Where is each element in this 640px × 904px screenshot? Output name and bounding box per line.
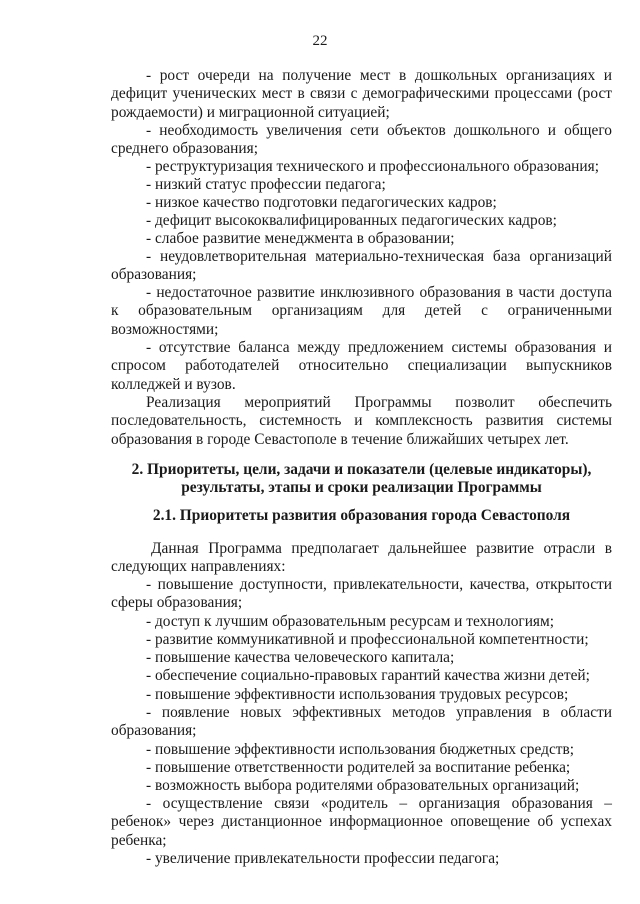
list-item: - необходимость увеличения сети объектов дошкольного и общего среднего образования; — [111, 122, 612, 158]
list-item: - повышение ответственности родителей за воспитание ребенка; — [146, 759, 571, 776]
list-item: - повышение эффективности использования трудовых ресурсов; — [146, 686, 569, 703]
list-item: - низкое качество подготовки педагогических кадров; — [146, 194, 497, 211]
list-item: - слабое развитие менеджмента в образовании; — [146, 230, 455, 247]
list-item: - обеспечение социально-правовых гарантий качества жизни детей; — [146, 667, 590, 684]
subsection-heading: 2.1. Приоритеты развития образования города Севастополя — [152, 507, 571, 524]
list-item: - дефицит высококвалифицированных педагогических кадров; — [146, 212, 557, 229]
list-item: - повышение качества человеческого капитала; — [146, 649, 455, 666]
list-item: - развитие коммуникативной и профессиональной компетентности; — [146, 631, 589, 648]
list-item: - отсутствие баланса между предложением системы образования и спросом работодателей относительно специализации выпускников колледжей и вузов. — [111, 339, 612, 393]
list-item: - неудовлетворительная материально-техническая база организаций образования; — [111, 248, 612, 284]
conclusion-paragraph: Реализация мероприятий Программы позволит обеспечить последовательность, системность и комплексность развития системы образования в городе Севастополе в течение ближайших четырех лет. — [111, 394, 612, 448]
list-item: - повышение доступности, привлекательности, качества, открытости сферы образования; — [111, 576, 612, 612]
list-item: - осуществление связи «родитель – организация образования – ребенок» через дистанционное информационное оповещение об успехах ребенка; — [111, 795, 612, 849]
list-item: - недостаточное развитие инклюзивного образования в части доступа к образовательным организациям для детей с ограниченными возможностями; — [111, 284, 612, 338]
page-number: 22 — [312, 33, 328, 49]
section-heading: 2. Приоритеты, цели, задачи и показатели (целевые индикаторы), результаты, этапы и сроки реализации Программы — [131, 461, 592, 497]
list-item: - повышение эффективности использования бюджетных средств; — [146, 741, 575, 758]
list-item: - рост очереди на получение мест в дошкольных организациях и дефицит ученических мест в связи с демографическими процессами (рост рождаемости) и миграционной ситуацией; — [111, 67, 612, 121]
intro-paragraph: Данная Программа предполагает дальнейшее развитие отрасли в следующих направлениях: — [111, 540, 612, 576]
list-item: - появление новых эффективных методов управления в области образования; — [111, 704, 612, 740]
list-item: - возможность выбора родителями образовательных организаций; — [146, 777, 580, 794]
list-item: - низкий статус профессии педагога; — [146, 176, 386, 193]
list-item: - реструктуризация технического и профессионального образования; — [146, 158, 599, 175]
list-item: - увеличение привлекательности профессии педагога; — [146, 850, 500, 867]
list-item: - доступ к лучшим образовательным ресурсам и технологиям; — [146, 613, 555, 630]
